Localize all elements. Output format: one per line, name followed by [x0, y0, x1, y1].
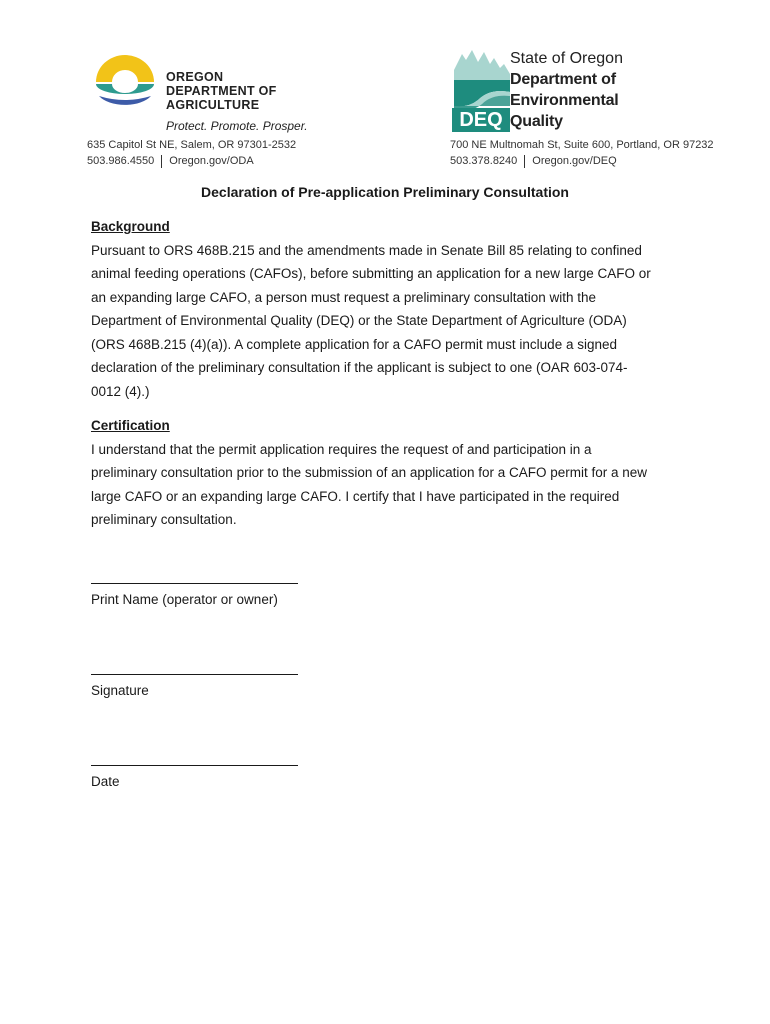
document-title: Declaration of Pre-application Preliminary Consultation — [201, 184, 569, 200]
oda-contact — [87, 137, 296, 169]
oda-phone: 503.986.4550 — [87, 155, 155, 167]
background-line-2: animal feeding operations (CAFOs), before submitting an application for a new large CAFO or — [91, 266, 651, 281]
certification-heading: Certification — [91, 418, 170, 433]
certification-line-3: large CAFO or an expanding large CAFO. I certify that I have participated in the required — [91, 488, 620, 504]
deq-website-link[interactable]: Oregon.gov/DEQ — [532, 155, 617, 167]
oda-name-line-1: OREGON — [166, 70, 224, 84]
oda-website-link[interactable]: Oregon.gov/ODA — [169, 155, 254, 167]
print-name-label: Print Name (operator or owner) — [91, 592, 278, 607]
deq-phone: 503.378.8240 — [450, 155, 518, 167]
deq-separator — [524, 155, 525, 168]
background-line-6: declaration of the preliminary consultation if the applicant is subject to one (OAR 603-074- — [91, 360, 628, 375]
background-line-3: an expanding large CAFO, a person must request a preliminary consultation with the — [91, 289, 597, 305]
background-line-7: 0012 (4).) — [91, 383, 150, 399]
oda-name — [166, 70, 277, 112]
oda-name-line-3: AGRICULTURE — [166, 98, 260, 112]
date-label: Date — [91, 774, 120, 789]
deq-address: 700 NE Multnomah St, Suite 600, Portland, OR 97232 — [450, 139, 714, 151]
deq-name-line-3: Environmental — [510, 92, 619, 109]
deq-name — [510, 48, 623, 132]
deq-phone-web-row — [450, 153, 714, 169]
background-line-4: Department of Environmental Quality (DEQ) or the State Department of Agriculture (ODA) — [91, 313, 627, 328]
deq-name-line-1: State of Oregon — [510, 50, 623, 67]
certification-section — [91, 414, 691, 532]
deq-name-line-2: Department of — [510, 71, 616, 88]
oda-tagline: Protect. Promote. Prosper. — [166, 119, 308, 133]
background-line-5: (ORS 468B.215 (4)(a)). A complete application for a CAFO permit must include a signed — [91, 336, 617, 352]
print-name-line[interactable] — [91, 583, 298, 584]
background-heading: Background — [91, 219, 170, 234]
deq-badge: DEQ — [459, 109, 503, 131]
oda-emblem-icon — [94, 52, 156, 112]
oda-separator — [161, 155, 162, 168]
background-line-1: Pursuant to ORS 468B.215 and the amendments made in Senate Bill 85 relating to confined — [91, 242, 642, 258]
oda-name-line-2: DEPARTMENT OF — [166, 84, 277, 98]
oda-phone-web-row — [87, 153, 296, 169]
background-section — [91, 215, 691, 403]
signature-line[interactable] — [91, 674, 298, 675]
certification-line-4: preliminary consultation. — [91, 512, 237, 527]
deq-contact — [450, 137, 714, 169]
deq-name-line-4: Quality — [510, 113, 563, 130]
certification-line-1: I understand that the permit application requires the request of and participation in a — [91, 441, 592, 457]
date-line[interactable] — [91, 765, 298, 766]
signature-label: Signature — [91, 683, 149, 698]
certification-line-2: preliminary consultation prior to the submission of an application for a CAFO permit for a new — [91, 465, 648, 480]
oda-address: 635 Capitol St NE, Salem, OR 97301-2532 — [87, 139, 297, 151]
